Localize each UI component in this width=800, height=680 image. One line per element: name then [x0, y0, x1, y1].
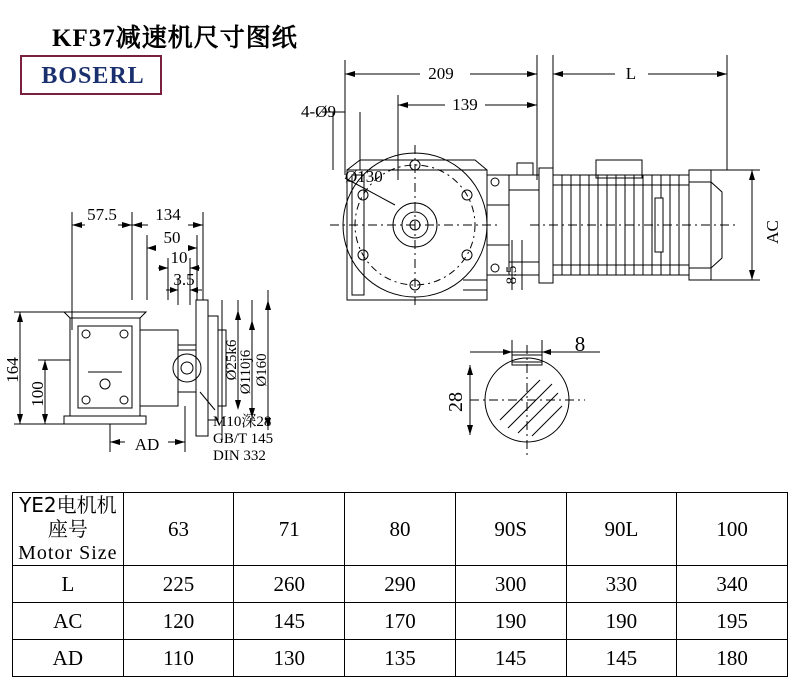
table-header-size-4: 90L: [566, 493, 677, 566]
dim-160: Ø160: [254, 353, 270, 387]
cell-l-2: 290: [345, 566, 456, 603]
dim-8: 8: [574, 332, 586, 356]
cell-l-4: 330: [566, 566, 677, 603]
dim-10: 10: [170, 248, 188, 267]
row-label-l: L: [13, 566, 124, 603]
dim-3-5: 3.5: [173, 270, 195, 289]
dim-25k6: Ø25k6: [224, 339, 240, 381]
table-header-size-1: 71: [234, 493, 345, 566]
dim-AD: AD: [134, 435, 160, 454]
cell-ad-5: 180: [677, 640, 788, 677]
motor-size-table: [12, 492, 788, 677]
cell-l-5: 340: [677, 566, 788, 603]
cell-l-0: 225: [123, 566, 234, 603]
table-row-l: [13, 566, 788, 603]
row-label-ad: AD: [13, 640, 124, 677]
cell-ad-4: 145: [566, 640, 677, 677]
cell-ac-2: 170: [345, 603, 456, 640]
cell-ad-0: 110: [123, 640, 234, 677]
cell-ad-3: 145: [455, 640, 566, 677]
dim-AC: AC: [763, 220, 782, 244]
page-title: KF37减速机尺寸图纸: [52, 25, 298, 52]
cell-l-1: 260: [234, 566, 345, 603]
dim-209: 209: [428, 64, 454, 83]
table-header-size-0: 63: [123, 493, 234, 566]
table-header-size-3: 90S: [455, 493, 566, 566]
dim-L: L: [625, 64, 637, 83]
table-row-ac: [13, 603, 788, 640]
cell-ad-1: 130: [234, 640, 345, 677]
cell-ac-3: 190: [455, 603, 566, 640]
cell-ac-1: 145: [234, 603, 345, 640]
dim-134: 134: [155, 205, 181, 224]
cell-l-3: 300: [455, 566, 566, 603]
table-header-size-2: 80: [345, 493, 456, 566]
dim-164: 164: [3, 357, 22, 383]
dim-110j6: Ø110j6: [238, 349, 254, 395]
cell-ac-0: 120: [123, 603, 234, 640]
table-header-motor-size: YE2电机机座号 Motor Size: [13, 493, 124, 566]
dim-D130: Ø130: [345, 167, 383, 186]
table-row-header: [13, 493, 788, 566]
note-gbt145: GB/T 145: [213, 431, 274, 447]
cell-ac-4: 190: [566, 603, 677, 640]
table-header-size-5: 100: [677, 493, 788, 566]
row-label-ac: AC: [13, 603, 124, 640]
note-din332: DIN 332: [213, 448, 266, 464]
dim-28: 28: [445, 392, 467, 412]
dim-8-5: 8.5: [504, 265, 520, 285]
dim-50: 50: [163, 228, 181, 247]
table-row-ad: [13, 640, 788, 677]
dim-100: 100: [28, 381, 47, 407]
dim-139: 139: [452, 95, 478, 114]
note-m10: M10深28: [213, 414, 272, 430]
cell-ad-2: 135: [345, 640, 456, 677]
dim-4xD9: 4-Ø9: [301, 102, 336, 121]
dim-57-5: 57.5: [87, 205, 117, 224]
cell-ac-5: 195: [677, 603, 788, 640]
logo-text: BOSERL: [41, 63, 145, 89]
